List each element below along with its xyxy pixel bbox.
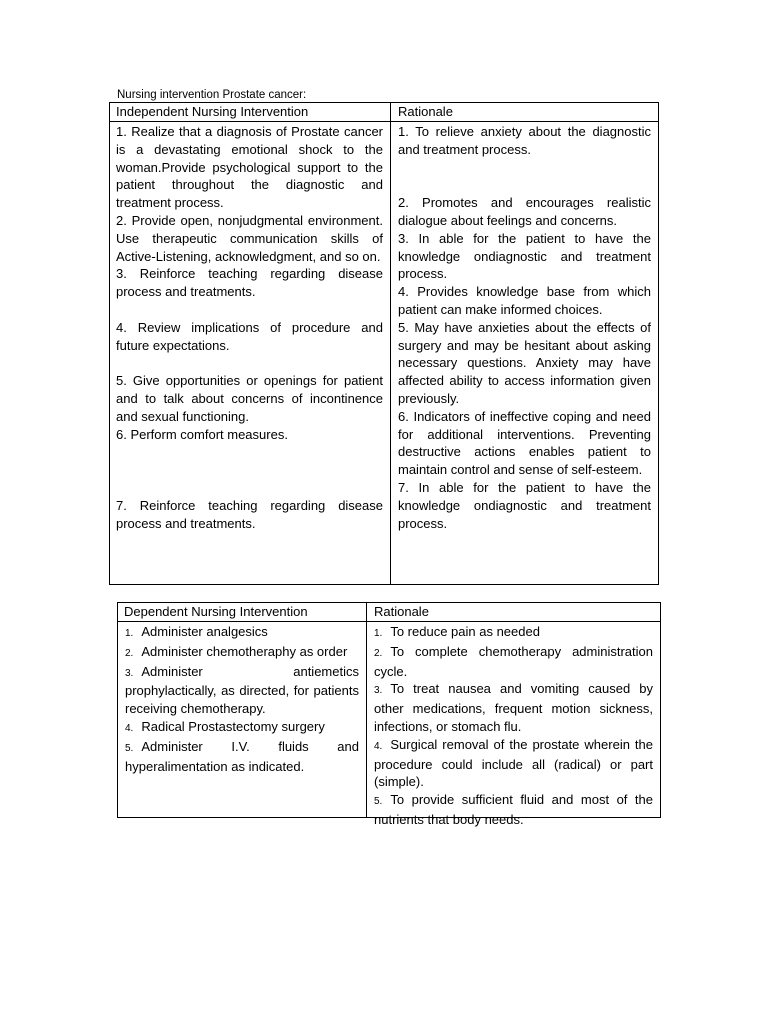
independent-interventions-column — [116, 123, 383, 532]
rationale-item: 3. To treat nausea and vomiting caused by other medications, frequent motion sickness, infections, or stomach flu. — [374, 681, 653, 734]
dependent-interventions-column — [125, 623, 359, 775]
header-divider — [118, 621, 660, 622]
intervention-item: 4. Radical Prostastectomy surgery — [125, 718, 325, 734]
rationale-item: 5. To provide sufficient fluid and most of the nutrients that body needs. — [374, 792, 653, 827]
intervention-item: 5. Give opportunities or openings for patient and to talk about concerns of incontinence and sexual functioning. — [116, 373, 383, 424]
intervention-item: 7. Reinforce teaching regarding disease process and treatments. — [116, 497, 383, 531]
dependent-rationales-column — [374, 623, 653, 829]
rationale-header: Rationale — [398, 104, 453, 119]
rationale-item: 4. Surgical removal of the prostate wherein the procedure could include all (radical) or part (simple). — [374, 736, 653, 790]
rationale-item: 7. In able for the patient to have the knowledge ondiagnostic and treatment process. — [398, 479, 651, 531]
intervention-item: 5. Administer I.V. fluids and hyperalimentation as indicated. — [125, 738, 359, 774]
rationale-item: 4. Provides knowledge base from which patient can make informed choices. — [398, 284, 651, 317]
rationale-item: 5. May have anxieties about the effects of surgery and may be hesitant about asking necessary questions. Anxiety may have affected ability to access information given previously. — [398, 319, 651, 406]
rationale-item: 2. To complete chemotherapy administration cycle. — [374, 643, 653, 679]
independent-rationales-column — [398, 123, 651, 532]
dependent-intervention-table — [117, 602, 661, 827]
intervention-item: 2. Provide open, nonjudgmental environment. Use therapeutic communication skills of Active-Listening, acknowledgment, and so on. — [116, 212, 383, 264]
independent-header: Independent Nursing Intervention — [116, 104, 309, 119]
independent-intervention-table — [109, 102, 659, 585]
intervention-item: 3. Administer antiemetics prophylactically, as directed, for patients receiving chemotherapy. — [125, 663, 359, 717]
header-divider — [110, 121, 658, 122]
intervention-item: 2. Administer chemotheraphy as order — [125, 643, 348, 659]
rationale-item: 3. In able for the patient to have the knowledge ondiagnostic and treatment process. — [398, 230, 651, 282]
rationale-item: 6. Indicators of ineffective coping and need for additional interventions. Preventing destructive actions enables patient to maintain control and sense of self-esteem. — [398, 408, 651, 478]
intervention-item: 4. Review implications of procedure and future expectations. — [116, 319, 383, 353]
intervention-item: 3. Reinforce teaching regarding disease process and treatments. — [116, 266, 383, 300]
rationale-header: Rationale — [374, 604, 429, 619]
document-caption: Nursing intervention Prostate cancer: — [117, 89, 307, 101]
column-divider — [366, 603, 367, 817]
dependent-header: Dependent Nursing Intervention — [124, 604, 308, 619]
intervention-item: 1. Realize that a diagnosis of Prostate cancer is a devastating emotional shock to the woman.Provide psychological support to the patient throughout the diagnostic and treatment process. — [116, 124, 383, 211]
column-divider — [390, 103, 391, 584]
rationale-item: 2. Promotes and encourages realistic dialogue about feelings and concerns. — [398, 195, 651, 228]
intervention-item: 6. Perform comfort measures. — [116, 426, 288, 442]
rationale-item: 1. To relieve anxiety about the diagnostic and treatment process. — [398, 124, 651, 157]
intervention-item: 1. Administer analgesics — [125, 624, 268, 639]
rationale-item: 1. To reduce pain as needed — [374, 624, 540, 639]
